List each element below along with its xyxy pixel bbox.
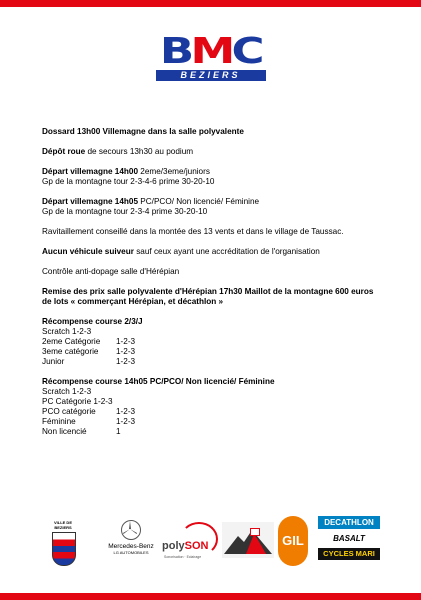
recompense-row bbox=[42, 327, 382, 337]
rec1-row-1-value: 1-2-3 bbox=[116, 337, 136, 346]
beziers-shield-icon bbox=[52, 532, 76, 566]
beziers-caption: VILLE DE BEZIERS bbox=[53, 520, 72, 530]
logo-letter-c: C bbox=[231, 31, 261, 72]
depot-roue-bold: Dépôt roue bbox=[42, 147, 86, 156]
anti-dopage-line: Contrôle anti-dopage salle d'Hérépian bbox=[42, 267, 180, 276]
logo-letter-m: M bbox=[190, 31, 232, 72]
rec1-row-3-label: Junior bbox=[42, 357, 65, 366]
rec2-row-4-label: Non licencié bbox=[42, 427, 87, 436]
recompense-row bbox=[42, 337, 382, 347]
ville-de-beziers-logo bbox=[52, 520, 74, 566]
rec2-row-2-value: 1-2-3 bbox=[116, 407, 136, 416]
ravitaillement-line: Ravitaillement conseillé dans la montée des 13 vents et dans le village de Taussac. bbox=[42, 227, 344, 236]
decathlon-logo: DECATHLON bbox=[318, 516, 380, 529]
logo-letter-b: B bbox=[160, 31, 191, 72]
rec2-row-2-label: PCO catégorie bbox=[42, 407, 96, 416]
recompense-row bbox=[42, 417, 382, 427]
depart-1405-line bbox=[42, 197, 382, 207]
recompense-2-block bbox=[42, 377, 382, 437]
polyson-text-b: SON bbox=[184, 540, 209, 552]
document-body bbox=[42, 127, 382, 447]
depart-1400-bold: Départ villemagne 14h00 bbox=[42, 167, 139, 176]
rec2-row-3-label: Féminine bbox=[42, 417, 76, 426]
recompense-1-block bbox=[42, 317, 382, 367]
recompense-row bbox=[42, 387, 382, 397]
depart-1400-line bbox=[42, 167, 382, 177]
depart-1405-rest: PC/PCO/ Non licencié/ Féminine bbox=[138, 197, 260, 206]
rec2-row-4-value: 1 bbox=[116, 427, 121, 436]
top-red-rule bbox=[0, 0, 421, 7]
mercedes-star-icon bbox=[121, 520, 141, 540]
rec1-row-0-label: Scratch 1-2-3 bbox=[42, 327, 92, 336]
logo-subtitle: BEZIERS bbox=[156, 70, 266, 81]
polyson-text-a: poly bbox=[162, 540, 185, 552]
depart-1405-block bbox=[42, 197, 382, 217]
rec1-row-2-value: 1-2-3 bbox=[116, 347, 136, 356]
bmc-logo-letters bbox=[160, 31, 261, 72]
remise-prix-block: Remise des prix salle polyvalente d'Hérépian 17h30 Maillot de la montagne 600 euros de lots « commerçant Hérépian, et décathlon » bbox=[42, 287, 374, 306]
polyson-subtitle: Sonorisation · Eclairage bbox=[164, 555, 202, 559]
depot-roue-rest: de secours 13h30 au podium bbox=[85, 147, 194, 156]
mercedes-benz-logo bbox=[100, 520, 162, 555]
cycles-mari-logo: CYCLES MARI bbox=[318, 548, 380, 560]
bottom-red-rule bbox=[0, 593, 421, 600]
gil-logo: GIL bbox=[278, 516, 308, 566]
mercedes-dealer: LG AUTOMOBILES bbox=[113, 550, 149, 555]
gp-montagne-1400: Gp de la montagne tour 2-3-4-6 prime 30-20-10 bbox=[42, 177, 215, 186]
rec1-row-2-label: 3eme catégorie bbox=[42, 347, 99, 356]
vehicule-suiveur-line bbox=[42, 247, 382, 257]
recompense-2-title: Récompense course 14h05 PC/PCO/ Non licencié/ Féminine bbox=[42, 377, 275, 386]
depart-1400-block bbox=[42, 167, 382, 187]
rec1-row-1-label: 2eme Catégorie bbox=[42, 337, 101, 346]
dossard-line: Dossard 13h00 Villemagne dans la salle polyvalente bbox=[42, 127, 244, 136]
recompense-row bbox=[42, 407, 382, 417]
mountain-sponsor-logo bbox=[222, 522, 274, 558]
recompense-row bbox=[42, 397, 382, 407]
rec2-row-3-value: 1-2-3 bbox=[116, 417, 136, 426]
bmc-beziers-logo bbox=[0, 31, 421, 81]
depart-1405-bold: Départ villemagne 14h05 bbox=[42, 197, 139, 206]
recompense-row bbox=[42, 357, 382, 367]
recompense-row bbox=[42, 347, 382, 357]
vehicule-suiveur-bold: Aucun véhicule suiveur bbox=[42, 247, 134, 256]
recompense-1-title: Récompense course 2/3/J bbox=[42, 317, 143, 326]
recompense-row bbox=[42, 427, 382, 437]
mercedes-name: Mercedes-Benz bbox=[108, 543, 154, 550]
rec2-row-0-label: Scratch 1-2-3 bbox=[42, 387, 92, 396]
depot-roue-line bbox=[42, 147, 382, 157]
vehicule-suiveur-rest: sauf ceux ayant une accréditation de l'organisation bbox=[133, 247, 320, 256]
gp-montagne-1405: Gp de la montagne tour 2-3-4 prime 30-20-10 bbox=[42, 207, 208, 216]
rec1-row-3-value: 1-2-3 bbox=[116, 357, 136, 366]
polyson-text bbox=[162, 540, 208, 552]
sponsor-logos bbox=[0, 516, 421, 572]
depart-1400-rest: 2eme/3eme/juniors bbox=[138, 167, 210, 176]
polyson-logo bbox=[160, 522, 218, 562]
basalt-logo: BASALT bbox=[333, 534, 365, 543]
rec2-row-1-label: PC Catégorie 1-2-3 bbox=[42, 397, 113, 406]
